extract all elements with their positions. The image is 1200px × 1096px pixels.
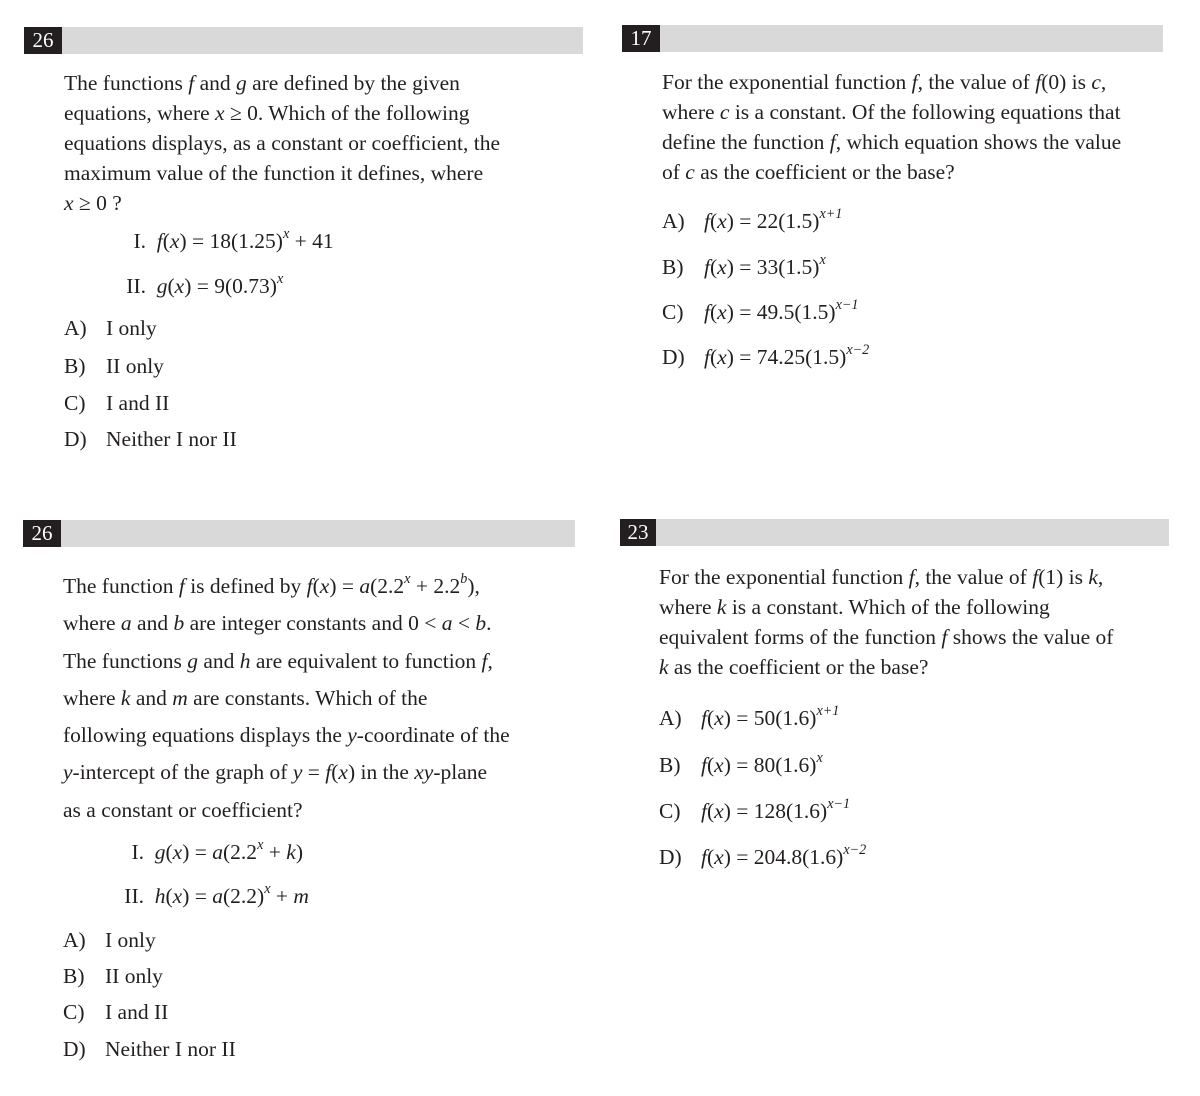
answer-option-a[interactable]: A) $f(x) = 22(1.5)^{x+1}$	[662, 206, 843, 233]
answer-option-d[interactable]: D) $f(x) = 204.8(1.6)^{x-2}$	[659, 842, 867, 869]
answer-option-b[interactable]: B) $f(x) = 33(1.5)^x$	[662, 252, 826, 279]
answer-option-b[interactable]: B) II only	[64, 354, 164, 378]
answer-option-c[interactable]: C) I and II	[63, 1000, 169, 1024]
answer-option-a[interactable]: A) I only	[64, 316, 157, 340]
answer-option-d[interactable]: D) Neither I nor II	[63, 1037, 236, 1061]
question-header-bar	[620, 519, 1169, 546]
answer-option-d[interactable]: D) $f(x) = 74.25(1.5)^{x-2}$	[662, 342, 870, 369]
answer-option-a[interactable]: A) $f(x) = 50(1.6)^{x+1}$	[659, 703, 840, 730]
question-number: 23	[620, 519, 656, 546]
question-stem: For the exponential function f, the value of f(1) is k, where k is a constant. Which of the following equivalent forms of the function f shows the value of k as the coefficient or the base?	[659, 565, 1114, 679]
answer-option-c[interactable]: C) $f(x) = 49.5(1.5)^{x-1}$	[662, 297, 859, 324]
answer-option-a[interactable]: A) I only	[63, 928, 156, 952]
answer-option-c[interactable]: C) I and II	[64, 391, 170, 415]
statement-i: I. $f(x) = 18(1.25)^x + 41$	[133, 226, 334, 253]
answer-option-b[interactable]: B) $f(x) = 80(1.6)^x$	[659, 750, 823, 777]
question-number: 17	[622, 25, 660, 52]
statement-ii: II. $h(x) = a(2.2)^x + m$	[124, 881, 309, 908]
statement-i: I. $g(x) = a(2.2^x + k)$	[131, 837, 303, 864]
question-stem: The functions f and g are defined by the given equations, where x ≥ 0. Which of the following equations displays, as a constant or coefficient, the maximum value of the function it defines, where x ≥ 0 ?	[64, 71, 501, 215]
question-header-bar	[23, 520, 575, 547]
answer-option-b[interactable]: B) II only	[63, 964, 163, 988]
question-header-bar	[622, 25, 1163, 52]
question-stem: For the exponential function f, the value of f(0) is c, where c is a constant. Of the following equations that define the function f, which equation shows the value of c as the coefficient or the base?	[662, 70, 1122, 184]
answer-option-d[interactable]: D) Neither I nor II	[64, 427, 237, 451]
question-number: 26	[24, 27, 62, 54]
question-number: 26	[23, 520, 61, 547]
statement-ii: II. $g(x) = 9(0.73)^x$	[126, 271, 284, 298]
question-stem: The function f is defined by $f(x) = a(2.2^x + 2.2^b)$, where a and b are integer constants and 0 < a < b. The functions g and h are equivalent to function f, where k and m are constants. Which of the following equations displays the y-coordinate of the y-intercept of the graph of y = f(x) in the xy-plane as a constant or coefficient?	[63, 571, 510, 822]
question-header-bar	[24, 27, 583, 54]
answer-option-c[interactable]: C) $f(x) = 128(1.6)^{x-1}$	[659, 796, 851, 823]
